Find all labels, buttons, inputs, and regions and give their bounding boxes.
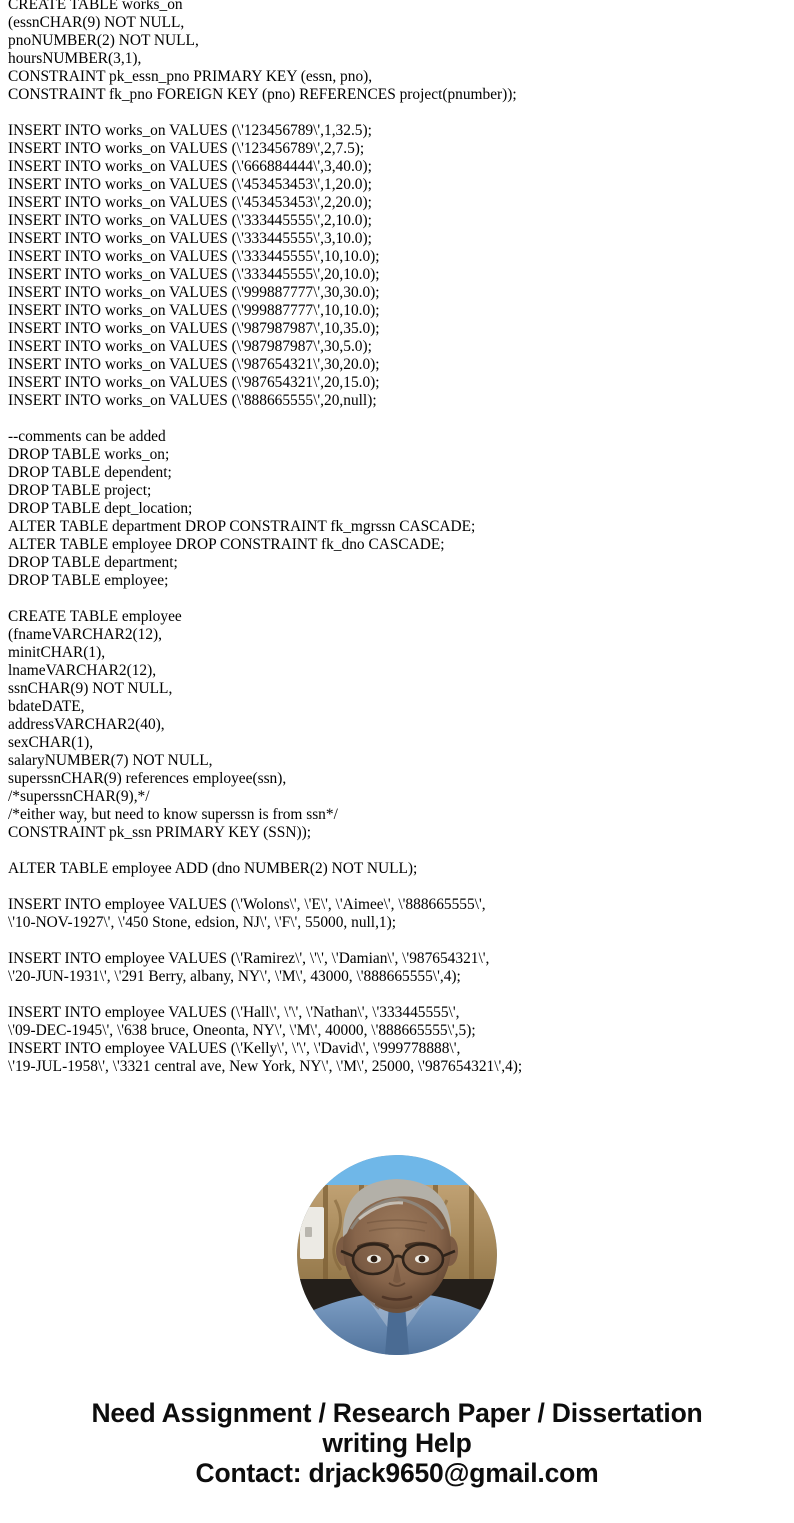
code-line: /*either way, but need to know superssn is from ssn*/ [8,806,338,823]
code-line: INSERT INTO works_on VALUES (\'987987987\',10,35.0); [8,320,380,337]
avatar [297,1155,497,1355]
code-line: salaryNUMBER(7) NOT NULL, [8,752,213,769]
code-line: pnoNUMBER(2) NOT NULL, [8,32,199,49]
code-block-drop-statements [8,428,788,590]
code-line: INSERT INTO works_on VALUES (\'999887777\',10,10.0); [8,302,380,319]
code-line: INSERT INTO employee VALUES (\'Kelly\', \'\', \'David\', \'999778888\', [8,1040,461,1057]
code-line: INSERT INTO works_on VALUES (\'888665555\',20,null); [8,392,377,409]
code-line: superssnCHAR(9) references employee(ssn), [8,770,287,787]
code-line: \'20-JUN-1931\', \'291 Berry, albany, NY\', \'M\', 43000, \'888665555\',4); [8,968,461,985]
code-line: bdateDATE, [8,698,85,715]
code-line: --comments can be added [8,428,166,445]
code-line: sexCHAR(1), [8,734,94,751]
code-block-insert-employee-ramirez [8,950,788,986]
code-line: INSERT INTO employee VALUES (\'Ramirez\', \'\', \'Damian\', \'987654321\', [8,950,490,967]
code-line: INSERT INTO works_on VALUES (\'987654321\',20,15.0); [8,374,380,391]
code-line: (essnCHAR(9) NOT NULL, [8,14,185,31]
code-block-insert-employee-hall-kelly [8,1004,788,1076]
code-block-create-employee [8,608,788,842]
code-block-alter-employee-add [8,860,788,878]
code-line: addressVARCHAR2(40), [8,716,165,733]
code-line: INSERT INTO works_on VALUES (\'123456789\',1,32.5); [8,122,372,139]
code-block-create-works-on [8,0,788,104]
code-line: INSERT INTO works_on VALUES (\'453453453\',1,20.0); [8,176,372,193]
code-line: (fnameVARCHAR2(12), [8,626,163,643]
code-line: DROP TABLE dependent; [8,464,172,481]
promo-headline-second: writing Help [322,1428,472,1458]
code-line: INSERT INTO works_on VALUES (\'987654321\',30,20.0); [8,356,380,373]
code-line: INSERT INTO employee VALUES (\'Hall\', \'\', \'Nathan\', \'333445555\', [8,1004,460,1021]
promo-footer [0,1398,794,1488]
code-line: \'09-DEC-1945\', \'638 bruce, Oneonta, NY\', \'M\', 40000, \'888665555\',5); [8,1022,476,1039]
code-line: ALTER TABLE employee ADD (dno NUMBER(2) NOT NULL); [8,860,418,877]
code-block-insert-employee-wolons [8,896,788,932]
code-line: /*superssnCHAR(9),*/ [8,788,150,805]
code-line: minitCHAR(1), [8,644,106,661]
code-line: INSERT INTO works_on VALUES (\'999887777\',30,30.0); [8,284,380,301]
code-line: INSERT INTO works_on VALUES (\'333445555\',10,10.0); [8,248,380,265]
sql-code-area [8,0,788,1076]
code-line: CONSTRAINT pk_essn_pno PRIMARY KEY (essn, pno), [8,68,373,85]
code-line: CREATE TABLE works_on [8,0,183,13]
code-block-insert-works-on [8,122,788,410]
code-line: lnameVARCHAR2(12), [8,662,157,679]
code-line: INSERT INTO works_on VALUES (\'123456789\',2,7.5); [8,140,365,157]
promo-headline: Need Assignment / Research Paper / Dissertation [91,1398,703,1428]
code-line: DROP TABLE project; [8,482,152,499]
code-line: \'19-JUL-1958\', \'3321 central ave, New York, NY\', \'M\', 25000, \'987654321\',4); [8,1058,523,1075]
code-line: INSERT INTO works_on VALUES (\'453453453\',2,20.0); [8,194,372,211]
code-line: ALTER TABLE department DROP CONSTRAINT fk_mgrssn CASCADE; [8,518,476,535]
code-line: \'10-NOV-1927\', \'450 Stone, edsion, NJ\', \'F\', 55000, null,1); [8,914,397,931]
code-line: INSERT INTO works_on VALUES (\'333445555\',20,10.0); [8,266,380,283]
code-line: DROP TABLE works_on; [8,446,170,463]
promo-contact: Contact: drjack9650@gmail.com [195,1458,599,1488]
code-line: CONSTRAINT pk_ssn PRIMARY KEY (SSN)); [8,824,312,841]
code-line: INSERT INTO employee VALUES (\'Wolons\', \'E\', \'Aimee\', \'888665555\', [8,896,486,913]
code-line: DROP TABLE employee; [8,572,169,589]
code-line: INSERT INTO works_on VALUES (\'666884444\',3,40.0); [8,158,372,175]
code-line: ssnCHAR(9) NOT NULL, [8,680,173,697]
code-line: INSERT INTO works_on VALUES (\'333445555\',2,10.0); [8,212,372,229]
code-line: CREATE TABLE employee [8,608,182,625]
code-line: hoursNUMBER(3,1), [8,50,142,67]
code-line: ALTER TABLE employee DROP CONSTRAINT fk_dno CASCADE; [8,536,445,553]
code-line: DROP TABLE department; [8,554,178,571]
code-line: INSERT INTO works_on VALUES (\'987987987\',30,5.0); [8,338,372,355]
code-line: CONSTRAINT fk_pno FOREIGN KEY (pno) REFERENCES project(pnumber)); [8,86,517,103]
profile-photo-icon [297,1155,497,1355]
code-line: DROP TABLE dept_location; [8,500,193,517]
code-line: INSERT INTO works_on VALUES (\'333445555\',3,10.0); [8,230,372,247]
